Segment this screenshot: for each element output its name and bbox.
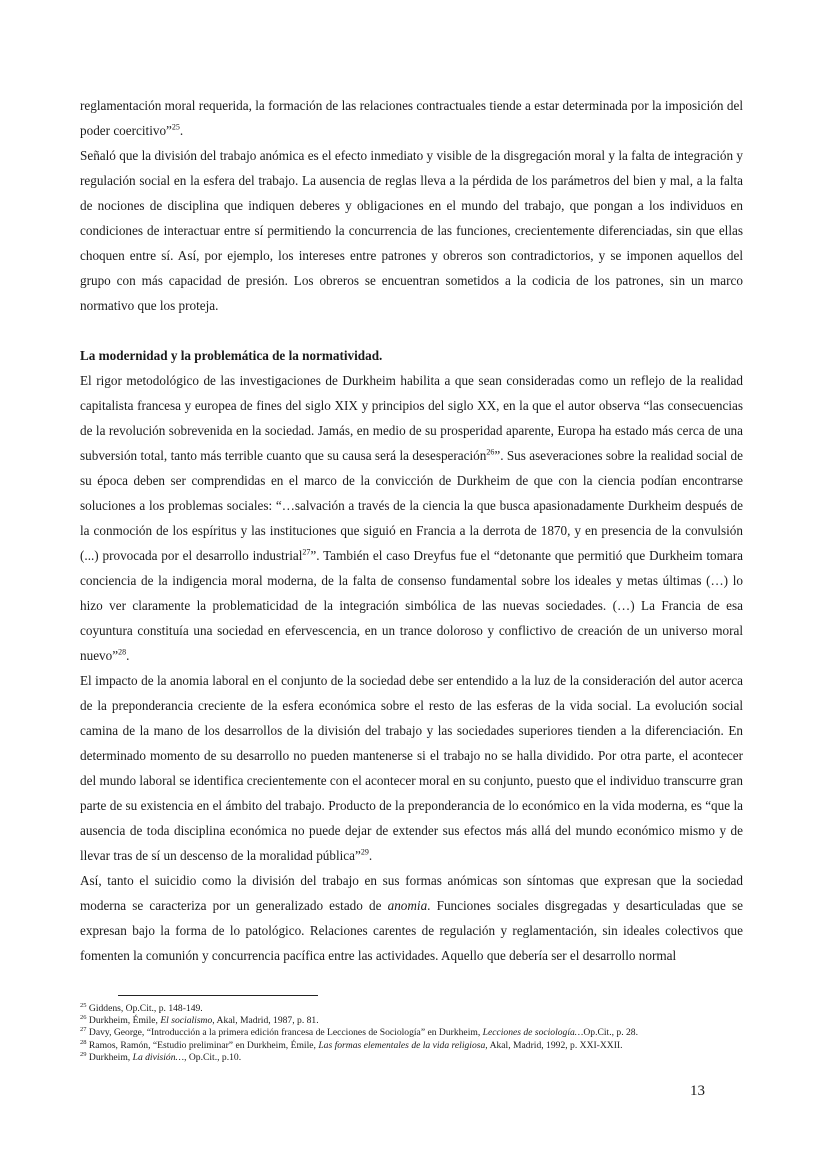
italic-text: Las formas elementales de la vida religiosa,: [318, 1039, 488, 1051]
italic-text: El socialismo: [160, 1015, 213, 1027]
footnote-reference: 26: [486, 447, 495, 457]
section-heading: La modernidad y la problemática de la normatividad.: [80, 348, 383, 363]
text-run: Akal, Madrid, 1992, p. XXI-XXII.: [487, 1039, 623, 1051]
text-run: .: [368, 848, 373, 863]
text-run: Op.Cit., p. 28.: [583, 1027, 638, 1039]
text-run: El impacto de la anomia laboral en el conjunto de la sociedad debe ser entendido a la luz de la consideración del autor acerca de la preponderancia creciente de la esfera económica sobre el resto de las esferas de la vida social. La evolución social camina de la mano de los desarrollos de la división del trabajo y las sociedades superiores tienden a la diferenciación. En determinado momento de su desarrollo no pueden mantenerse si el trabajo no se halla dividido. Por otra parte, el acontecer del mundo laboral se identifica crecientemente con el acontecer moral en su conjunto, puesto que el individuo transcurre gran parte de su existencia en el ámbito del trabajo. Producto de la preponderancia de lo económico en la vida moderna, es “que la ausencia de toda disciplina económica no puede dejar de extender sus efectos más allá del mundo económico mismo y de llevar tras de sí un descenso de la moralidad pública”: [80, 673, 743, 863]
text-run: , Op.Cit., p.10.: [184, 1051, 242, 1063]
text-run: Davy, George, “Introducción a la primera edición francesa de Lecciones de Sociología” en Durkheim,: [88, 1027, 483, 1039]
text-run: Señaló que la división del trabajo anómica es el efecto inmediato y visible de la disgregación moral y la falta de integración y regulación social en la esfera del trabajo. La ausencia de reglas lleva a la pérdida de los parámetros del bien y mal, a la falta de nociones de disciplina que indiquen deberes y obligaciones en el mundo del trabajo, que pongan a los individuos en condiciones de interactuar entre sí permitiendo la concurrencia de las funciones, crecientemente diferenciadas, sin que ellas choquen entre sí. Así, por ejemplo, los intereses entre patrones y obreros son contradictorios, y se imponen aquellos del grupo con más capacidad de presión. Los obreros se encuentran sometidos a la codicia de los patrones, sin un marco normativo que los proteja.: [80, 148, 743, 313]
footnote-number: 26: [80, 1014, 87, 1022]
text-run: Durkheim, Émile,: [88, 1015, 161, 1027]
text-run: El rigor metodológico de las investigaciones de Durkheim habilita a que sean consideradas como un reflejo de la realidad capitalista francesa y europea de fines del siglo XIX y principios del siglo XX, en la que el autor observa “las consecuencias de la revolución sobrevenida en la sociedad. Jamás, en medio de su prosperidad aparente, Europa ha estado más cerca de una subversión total, tanto más terrible cuanto que su causa será la desesperación: [80, 373, 743, 463]
footnote-separator: [118, 995, 318, 996]
footnote-reference: 29: [360, 847, 369, 857]
body-text: [80, 93, 743, 968]
footnote-27: [80, 1027, 760, 1039]
footnote-number: 27: [80, 1026, 87, 1034]
paragraph: [80, 368, 743, 668]
text-run: . Funciones sociales disgregadas y desarticuladas que se expresan bajo la forma de lo patológico. Relaciones carentes de regulación y reglamentación, sin ideales colectivos que fomenten la comunión y concurrencia pacífica entre las actividades. Aquello que debería ser el desarrollo normal: [80, 898, 743, 963]
footnote-26: [80, 1015, 760, 1027]
italic-text: anomia: [387, 898, 428, 913]
footnote-number: 29: [80, 1050, 87, 1058]
text-run: ”. Sus aseveraciones sobre la realidad social de su época deben ser comprendidas en el marco de la convicción de Durkheim de que con la ciencia podían encontrarse soluciones a los problemas sociales: “…salvación a través de la ciencia la que busca apasionadamente Durkheim después de la conmoción de los espíritus y las instituciones que siguió en Francia a la derrota de 1870, y en presencia de la convulsión (...) provocada por el desarrollo industrial: [80, 448, 743, 563]
footnote-reference: 28: [118, 647, 127, 657]
paragraph: [80, 868, 743, 968]
text-run: Durkheim,: [88, 1051, 133, 1063]
paragraph: [80, 93, 743, 143]
text-run: Ramos, Ramón, “Estudio preliminar” en Durkheim, Émile,: [88, 1039, 319, 1051]
text-run: , Akal, Madrid, 1987, p. 81.: [212, 1015, 319, 1027]
paragraph: [80, 668, 743, 868]
footnote-reference: 27: [302, 547, 311, 557]
paragraph: [80, 143, 743, 318]
footnote-25: [80, 1003, 760, 1015]
italic-text: La división…: [132, 1051, 185, 1063]
section-paragraphs: [80, 368, 743, 968]
text-run: .: [126, 648, 130, 663]
text-run: Giddens, Op.Cit., p. 148-149.: [88, 1003, 203, 1014]
footnote-number: 25: [80, 1001, 87, 1009]
footnote-number: 28: [80, 1038, 87, 1046]
italic-text: Lecciones de sociología…: [482, 1027, 584, 1039]
footnote-reference: 25: [171, 122, 180, 132]
text-run: Así, tanto el suicidio como la división del trabajo en sus formas anómicas son síntomas que expresan que la sociedad moderna se caracteriza por un generalizado estado de: [80, 873, 743, 913]
text-run: ”. También el caso Dreyfus fue el “detonante que permitió que Durkheim tomara conciencia de la indigencia moral moderna, de la falta de consenso fundamental sobre los ideales y metas últimas (…) lo hizo ver claramente la problematicidad de la integración simbólica de las nuevas sociedades. (…) La Francia de esa coyuntura constituía una sociedad en efervescencia, en un trance doloroso y conflictivo de creación de un universo moral nuevo”: [80, 548, 744, 663]
footnote-28: [80, 1040, 760, 1052]
text-run: .: [179, 123, 184, 138]
page-number: 13: [690, 1083, 705, 1099]
text-run: reglamentación moral requerida, la formación de las relaciones contractuales tiende a estar determinada por la imposición del poder coercitivo”: [80, 98, 743, 138]
footnotes: [80, 1003, 760, 1064]
footnote-29: [80, 1052, 760, 1064]
top-paragraphs: [80, 93, 743, 318]
